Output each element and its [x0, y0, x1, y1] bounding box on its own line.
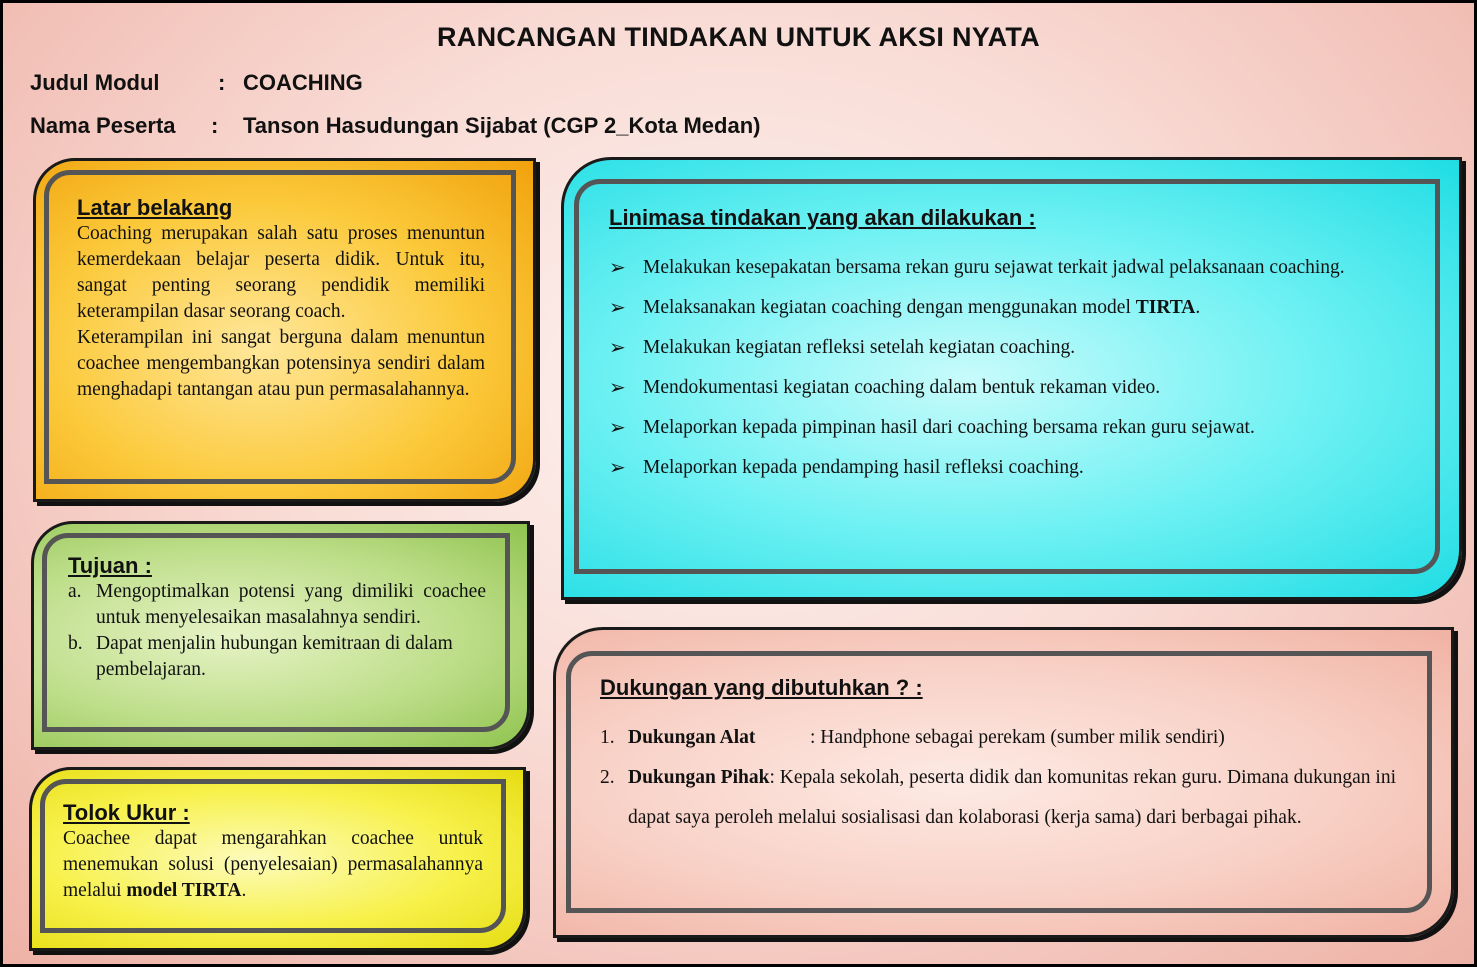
participant-row	[30, 113, 760, 139]
goals-heading: Tujuan :	[68, 553, 152, 578]
timeline-item	[609, 288, 1409, 328]
support-item	[600, 718, 1410, 758]
page-title: RANCANGAN TINDAKAN UNTUK AKSI NYATA	[437, 22, 1040, 52]
timeline-card	[561, 157, 1462, 600]
support-list	[600, 718, 1410, 838]
support-separator: :	[769, 767, 775, 788]
timeline-text: Melaporkan kepada pimpinan hasil dari coaching bersama rekan guru sejawat.	[643, 417, 1255, 438]
background-heading: Latar belakang	[77, 195, 233, 220]
goals-list	[68, 579, 486, 683]
module-value: COACHING	[243, 70, 363, 95]
timeline-text: Melakukan kesepakatan bersama rekan guru sejawat terkait jadwal pelaksanaan coaching.	[643, 257, 1345, 278]
timeline-item	[609, 408, 1409, 448]
goal-marker: a.	[68, 581, 82, 602]
goal-text: Mengoptimalkan potensi yang dimiliki coachee untuk menyelesaikan masalahnya sendiri.	[96, 581, 486, 628]
support-text: Kepala sekolah, peserta didik dan komunitas rekan guru. Dimana dukungan ini dapat saya peroleh melalui sosialisasi dan kolaborasi (kerja sama) dari berbagai pihak.	[628, 767, 1396, 828]
arrow-bullet-icon: ➢	[609, 457, 626, 479]
timeline-item	[609, 448, 1409, 488]
measure-text-end: .	[241, 880, 247, 901]
background-paragraph-1: Coaching merupakan salah satu proses menuntun kemerdekaan belajar peserta didik. Untuk itu, sangat penting seorang pendidik memiliki keterampilan dasar seorang coach.	[77, 223, 485, 322]
support-item	[600, 758, 1410, 838]
module-row	[30, 70, 363, 96]
module-separator: :	[218, 70, 226, 95]
support-marker: 2.	[600, 767, 615, 788]
goals-card	[31, 521, 530, 750]
timeline-item	[609, 328, 1409, 368]
timeline-text: Melaporkan kepada pendamping hasil refleksi coaching.	[643, 457, 1084, 478]
measure-text	[63, 826, 483, 904]
timeline-text: Melaksanakan kegiatan coaching dengan menggunakan model	[643, 297, 1136, 318]
support-separator: :	[810, 727, 816, 748]
support-heading: Dukungan yang dibutuhkan ? :	[600, 675, 923, 700]
measure-heading: Tolok Ukur :	[63, 800, 190, 825]
timeline-item	[609, 368, 1409, 408]
participant-value: Tanson Hasudungan Sijabat (CGP 2_Kota Medan)	[243, 113, 761, 138]
support-card	[553, 627, 1454, 938]
measure-text-main: Coachee dapat mengarahkan coachee untuk menemukan solusi (penyelesaian) permasalahannya melalui	[63, 828, 483, 901]
measure-card	[29, 767, 526, 951]
goal-item	[68, 631, 486, 683]
support-text: Handphone sebagai perekam (sumber milik sendiri)	[820, 727, 1225, 748]
participant-label: Nama Peserta	[30, 113, 176, 138]
timeline-list	[609, 248, 1409, 488]
arrow-bullet-icon: ➢	[609, 377, 626, 399]
arrow-bullet-icon: ➢	[609, 297, 626, 319]
background-paragraph-2: Keterampilan ini sangat berguna dalam menuntun coachee mengembangkan potensinya sendiri dalam menghadapi tantangan atau pun permasalahannya.	[77, 327, 485, 400]
support-marker: 1.	[600, 727, 615, 748]
timeline-text: Melakukan kegiatan refleksi setelah kegiatan coaching.	[643, 337, 1076, 358]
participant-separator: :	[211, 113, 219, 138]
timeline-text: Mendokumentasi kegiatan coaching dalam bentuk rekaman video.	[643, 377, 1161, 398]
timeline-text-end: .	[1195, 297, 1201, 318]
arrow-bullet-icon: ➢	[609, 417, 626, 439]
timeline-text-bold: TIRTA	[1135, 297, 1196, 318]
goal-text: Dapat menjalin hubungan kemitraan di dalam pembelajaran.	[96, 633, 453, 680]
background-card	[33, 158, 536, 502]
timeline-heading: Linimasa tindakan yang akan dilakukan :	[609, 205, 1036, 230]
arrow-bullet-icon: ➢	[609, 337, 626, 359]
arrow-bullet-icon: ➢	[609, 257, 626, 279]
goal-item	[68, 579, 486, 631]
measure-text-bold: model TIRTA	[126, 880, 242, 901]
timeline-item	[609, 248, 1403, 288]
goal-marker: b.	[68, 633, 83, 654]
module-label: Judul Modul	[30, 70, 160, 95]
support-label: Dukungan Alat	[628, 727, 756, 748]
support-label: Dukungan Pihak	[628, 767, 770, 788]
